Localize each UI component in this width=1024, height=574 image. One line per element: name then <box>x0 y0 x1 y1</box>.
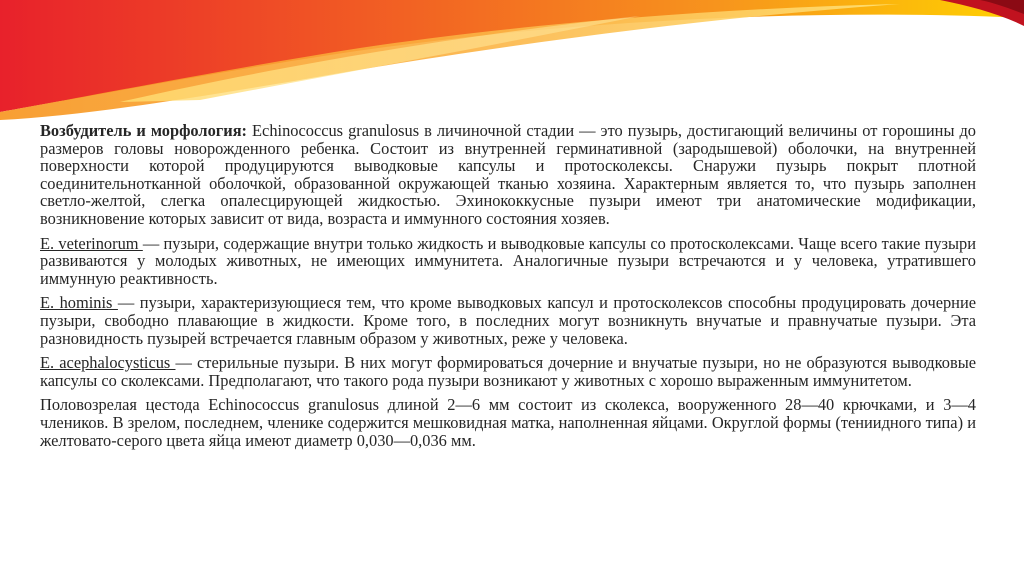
paragraph-hominis <box>38 294 976 347</box>
paragraph-text: Половозрелая цестода Echinococcus granulosus длиной 2—6 мм состоит из сколекса, вооруженного 28—40 крючками, и 3—4 члеников. В зрелом, последнем, членике содержится мешковидная матка, наполненная яйцами. Округлой формы (тениидного типа) и желтовато-серого цвета яйца имеют диаметр 0,030—0,036 мм. <box>40 395 976 450</box>
term-veterinorum-link[interactable]: E. veterinorum <box>40 233 143 253</box>
section-heading: Возбудитель и морфология: <box>40 121 248 140</box>
paragraph-veterinorum <box>38 235 976 288</box>
paragraph-intro <box>38 122 976 228</box>
paragraph-acephalocysticus <box>38 354 976 389</box>
paragraph-text: — пузыри, характеризующиеся тем, что кроме выводковых капсул и протосколексов способны продуцировать дочерние пузыри, свободно плавающие в жидкости. Кроме того, в последних могут возникнуть внучатые и правнучатые пузыри. Эта разновидность пузырей встречается главным образом у животных, реже у человека. <box>40 293 976 348</box>
term-acephalocysticus-link[interactable]: E. acephalocysticus <box>40 353 176 373</box>
paragraph-text: Echinococcus granulosus в личиночной стадии — это пузырь, достигающий величины от горошины до размеров головы новорожденного ребенка. Состоит из внутренней герминативной (зародышевой) оболочки, на внутренней поверхности которой продуцируются выводковые капсулы и протосколексы. Снаружи пузырь покрыт плотной соединительнотканной оболочкой, образованной окружающей тканью хозяина. Характерным является то, что пузырь заполнен светло-желтой, слегка опалесцирующей жидкостью. Эхинококкусные пузыри имеют три анатомические модификации, возникновение которых зависит от вида, возраста и иммунного состояния хозяев. <box>40 121 976 228</box>
term-hominis-link[interactable]: E. hominis <box>40 293 118 313</box>
decorative-banner <box>0 0 1024 120</box>
paragraph-text: — стерильные пузыри. В них могут формироваться дочерние и внучатые пузыри, но не образуются выводковые капсулы со сколексами. Предполагают, что такого рода пузыри возникают у животных с хорошо выраженным иммунитетом. <box>40 353 976 390</box>
paragraph-text: — пузыри, содержащие внутри только жидкость и выводковые капсулы со протосколексами. Чаще всего такие пузыри развиваются у молодых животных, не имеющих иммунитета. Аналогичные пузыри встречаются и у человека, утратившего иммунную реактивность. <box>40 233 976 288</box>
paragraph-adult-cestode <box>38 396 976 449</box>
main-text <box>38 122 976 456</box>
